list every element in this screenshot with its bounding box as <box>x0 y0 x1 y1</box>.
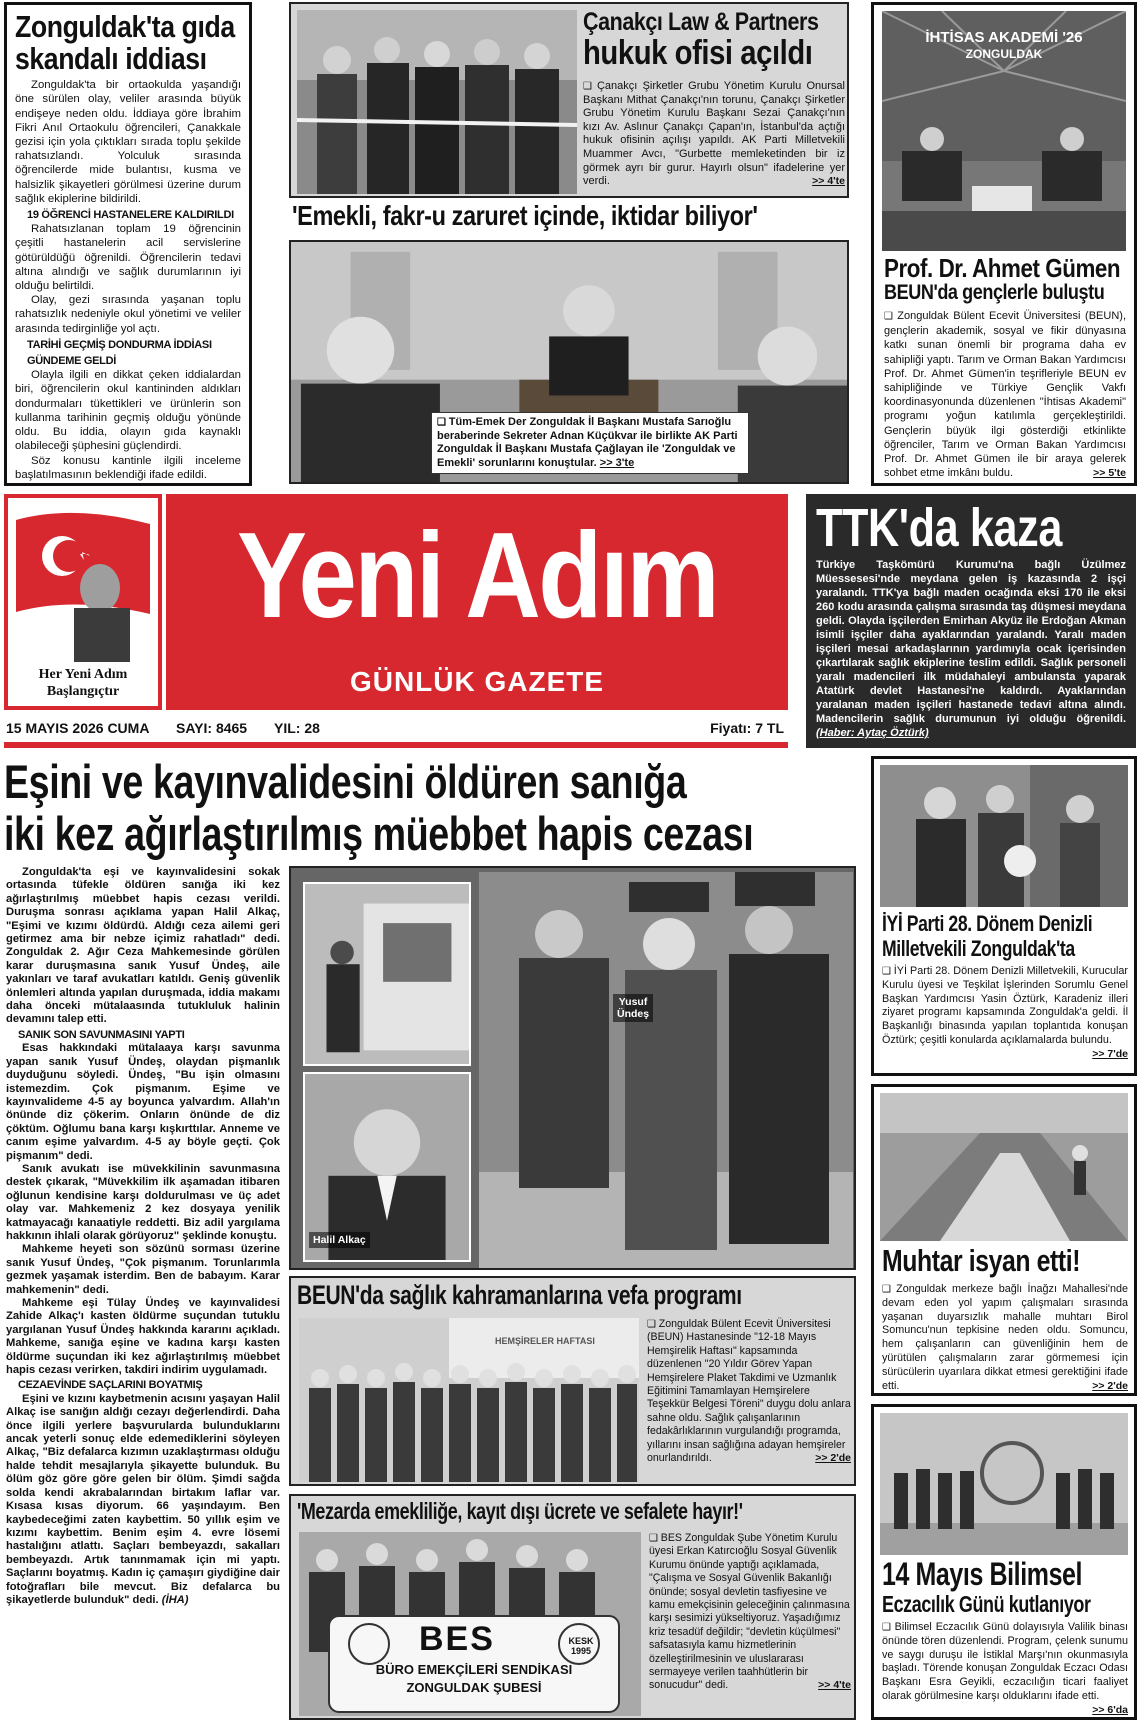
story-emekli-title: 'Emekli, fakr-u zaruret içinde, iktidar biliyor' <box>291 202 758 231</box>
kesk-logo-text: KESK 1995 <box>568 1636 594 1656</box>
story-beun <box>289 1276 856 1486</box>
story-beun-body: ❑ Zonguldak Bülent Ecevit Üniversitesi (BEUN) Hastanesinde "12-18 Mayıs Hemşirelik Haftası" kapsamında düzenlenen "20 Yıldır Görev Yapan Hemşirelere Plaket Takdimi ve Uzmanlık Eğitimini Tamamlayan Hemşirelere Teşekkür Belgesi Töreni" duygu dolu anlara sahne oldu. Sağlık çalışanlarının fedakârlıklarının vurgulandığı programda, yıllarını insan sağlığına adayan hemşireler onurlandırıldı. >> 2'de <box>647 1318 851 1465</box>
masthead-subtitle: GÜNLÜK GAZETE <box>349 666 605 697</box>
photo-halil-alkac <box>303 1072 471 1262</box>
masthead-infobar <box>4 716 788 748</box>
photo-ribbon-cutting <box>297 10 577 194</box>
issue-year: YIL: 28 <box>274 720 320 736</box>
masthead-name: Yeni Adım <box>236 507 718 643</box>
photo-suspect-escorted <box>479 872 853 1268</box>
photo-courthouse-van <box>303 882 471 1066</box>
photo-iyi-visit <box>880 765 1128 907</box>
masthead-motto: Her Yeni Adım Başlangıçtır <box>38 667 128 699</box>
photo-nurses-group <box>299 1318 639 1482</box>
story-ttk-title: TTK'da kaza <box>816 498 1062 558</box>
story-gumen <box>871 2 1137 486</box>
story-ttk-body: Türkiye Taşkömürü Kurumu'na bağlı Üzülmez Müessesesi'nde meydana gelen iş kazasında 2 işçi yaralandı. TTK'ya bağlı maden ocağında eksi 170 ile eksi 260 kodu arasında çalışma sırasında taş düşmesi meydana geldi. Olayda işçilerden Emirhan Akyüz ile Erdoğan Akman isimli işçiler daha ayaklarından yaralandı. Yaralı maden işçileri mesai arkadaşlarının yardımıyla ocak içerisinden çıkartılarak sağlık ekiplerine teslim edildi. Sağlık personeli yaralı madencileri ilk müdahaleyi ambulansta yaparak Atatürk devlet Hastanesi'ne kaldırdı. Ayaklarından yaralanan maden işçileri hastanede tedavi altına alındı. Madencilerin sağlık durumunun iyi olduğu öğrenildi. (Haber: Aytaç Öztürk) <box>816 559 1126 739</box>
bes-banner-big: BES <box>419 1620 495 1658</box>
photo-nurses-banner: HEMŞİRELER HAFTASI <box>495 1336 595 1346</box>
story-muhtar <box>871 1084 1137 1396</box>
story-muhtar-body: ❑ Zonguldak merkeze bağlı İnağzı Mahallesi'nde devam eden yol yapım çalışmaları sırasında yaşanan duyarsızlık mahalle muhtarı Birol Somuncu'nun tepkisine neden oldu. Somuncu, hem çalışanların can güvenliğinin hem de yürütülen çalışmaların zarar görmemesi için sürücülerin uyarılara dikkat etmesi gerektiğini ifade etti. >> 2'de <box>882 1283 1128 1393</box>
story-eczacilik-title: 14 Mayıs Bilimsel Eczacılık Günü kutlanıyor <box>882 1556 1091 1617</box>
story-main-title: Eşini ve kayınvalidesini öldüren sanığa iki kez ağırlaştırılmış müebbet hapis cezası <box>4 756 754 860</box>
story-emekli <box>289 202 849 484</box>
bes-banner-line1: BÜRO EMEKÇİLERİ SENDİKASI <box>375 1662 573 1677</box>
story-beun-title: BEUN'da sağlık kahramanlarına vefa programı <box>297 1280 742 1310</box>
tag-yusuf: Yusuf Ündeş <box>613 994 653 1022</box>
story-iyi <box>871 756 1137 1076</box>
story-beun-more-link[interactable]: >> 2'de <box>815 1452 851 1465</box>
story-emekli-caption: ❑ Tüm-Emek Der Zonguldak İl Başkanı Mustafa Sarıoğlu beraberinde Sekreter Adnan Küçükvar ile birlikte AK Parti Zonguldak İl Başkanı Mustafa Çağlayan ile 'Zonguldak ve Emekli' sorunlarını konuştular. >> 3'te <box>431 412 749 474</box>
story-iyi-title: İYİ Parti 28. Dönem Denizli Milletvekili Zonguldak'ta <box>882 911 1093 961</box>
masthead-nameplate <box>166 494 788 710</box>
story-gida-title: Zonguldak'ta gıda skandalı iddiası <box>15 9 235 76</box>
photo-bes-protest <box>299 1532 641 1716</box>
story-eczacilik-body: ❑ Bilimsel Eczacılık Günü dolayısıyla Valilik binası önünde tören düzenlendi. Program, çelenk sunumu ve saygı duruşu ile İstiklal Marşı'nın okunmasıyla başladı. Törende konuşan Zonguldak Eczacı Odası Başkanı Esra Geyikli, eczacılığın ticari faaliyet olarak görülmesine karşı olduklarını ifade etti. >> 6'da <box>882 1621 1128 1718</box>
story-muhtar-more-link[interactable]: >> 2'de <box>1092 1379 1128 1392</box>
story-bes <box>289 1494 856 1720</box>
story-iyi-body: ❑ İYİ Parti 28. Dönem Denizli Milletvekili, Kurucular Kurulu üyesi ve Teşkilat İşlerinden Sorumlu Genel Başkan Yardımcısı Yasin Öztürk, Karadeniz illeri ziyaret programı kapsamında Zonguldak'a geldi. İl Başkanlığı binasında yapılan toplantıda konuşan Öztürk; çeşitli konularda açıklamalarda bulundu. >> 7'de <box>882 965 1128 1062</box>
tag-halil: Halil Alkaç <box>309 1232 370 1248</box>
story-gida-body: Zonguldak'ta bir ortaokulda yaşandığı öne sürülen olay, veliler arasında büyük endişeye neden oldu. İddiaya göre İbrahim Fikri Anıl Ortaokulu öğrencileri, Çanakkale gezisi için yola çıktıkları sırada toplu şekilde rahatsızlandı. Yolculuk sırasında öğrencilerde mide bulantısı, kusma ve halsizlik şikayetleri görülmesi üzerine durum sağlık ekiplerine bildirildi. 19 ÖĞRENCİ HASTANELERE KALDIRILDI Rahatsızlanan toplam 19 öğrencinin çeşitli hastanelerin acil servislerine götürüldüğü öğrenildi. Öğrencilerin tedavi altına alındığı ve sağlık durumlarının iyi olduğu belirtildi. Olay, gezi sırasında yaşanan toplu rahatsızlık nedeniyle okul yönetimi ve veliler arasında tedirginliğe yol açtı. TARİHİ GEÇMİŞ DONDURMA İDDİASI GÜNDEME GELDİ Olayla ilgili en dikkat çeken iddialardan biri, öğrencilerin okul kantininden aldıkları dondurmaları tükettikleri ve ürünlerin son kullanma tarihinin geçmiş olduğu yönünde oldu. Bu iddia, olayın gıda kaynaklı olabileceği şüphesini güçlendirdi. Söz konusu kantinle ilgili inceleme başlatılmasının beklendiği ifade edildi. <box>15 79 241 481</box>
flag-ataturk-icon <box>14 504 154 662</box>
story-canakci-body: ❑ Çanakçı Şirketler Grubu Yönetim Kurulu Onursal Başkanı Mithat Çanakçı'nın torunu, Çanakçı Şirketler Grubu Yönetim Kurulu Başkanı Sezai Çanakçı'nın kızı Av. Aslınur Çanakçı Çapan'ın, İstanbul'da açtığı hukuk ofisinin açılışı yapıldı. AK Parti Milletvekili Muammer Avcı, "Gurbette memleketinden bir iz görmek ayrı bir gurur. Hayırlı olsun" ifadelerine yer verdi. >> 4'te <box>583 80 845 189</box>
story-gumen-body: ❑ Zonguldak Bülent Ecevit Üniversitesi (BEUN), gençlerin akademik, sosyal ve fikir dünyasına katkı sunan önemli bir programa daha ev sahipliği yaptı. Tarım ve Orman Bakan Yardımcısı Prof. Dr. Ahmet Gümen'in teşrifleriyle BEUN ev sahipliğinde ve Türkiye Gençlik Vakfı koordinasyonunda düzenlenen "İhtisas Akademi" programı yoğun katılımla gerçekleştirildi. Gençlerin büyük ilgi gösterdiği etkinlikte öğrenciler, Tarım ve Orman Bakan Yardımcısı Prof. Dr. Ahmet Gümen ile bir araya gelerek sohbet etme imkânı buldu. >> 5'te <box>884 309 1126 480</box>
story-main-body: Zonguldak'ta eşi ve kayınvalidesini sokak ortasında tüfekle öldüren sanığa iki kez ağırlaştırılmış müebbet hapis cezası verildi. Duruşma sonrası açıklama yapan Halil Alkaç, "Eşimi ve kızımı öldürdü. Aldığı ceza ailemi geri getirmez ama bir nebze içimiz rahatladı" dedi. Zonguldak 2. Ağır Ceza Mahkemesinde görülen karar duruşmasına sanık Yusuf Ündeş, aile yakınları ve taraf avukatları katıldı. Geniş güvenlik önlemleri altında yapılan duruşmada, iddia makamı daha önceki mütalaasında tutukluluk halinin devamını talep etti. SANIK SON SAVUNMASINI YAPTI Esas hakkındaki mütalaaya karşı savunma yapan sanık Yusuf Ündeş, olaydan pişmanlık duyduğunu söyledi. Ündeş, "Bu işin olmasını istemezdim. Çok pişmanım. Eşime ve kayınvalideme 4-5 ay boyunca yalvardım. Allah'ın önünde diz çökerim. Onların önünde de diz çöktüm. Oğlumu bana karşı kışkırttılar. Anneme ve canım eşime yalvardım. 4-5 ay böyle geçti. Çok pişmanım" dedi. Sanık avukatı ise müvekkilinin savunmasına destek çıkarak, "Müvekkilim ilk aşamadan itibaren oğlunun kendisine karşı doldurulması ve üç adet olay var. Mahkemeniz 2 kez dosyaya yenilik katmayacağı kanaatiyle reddetti. Biz adil yargılama hakkının ihlali olarak görüyoruz" şeklinde konuştu. Mahkeme heyeti son sözünü sorması üzerine sanık Yusuf Ündeş, "Çok pişmanım. Torunlarımla gezmek yaşamak isterdim. Ben de babayım. Karar mahkemenin" dedi. Mahkeme eşi Tülay Ündeş ve kayınvalidesi Zahide Alkaç'ı kasten öldürme suçundan tutuklu yargılanan Yusuf Ündeş hakkında kararını açıkladı. Mahkeme, sanığa eşine ve kadına karşı kasten öldürme suçundan iki kez ağırlaştırılmış müebbet hapis cezası verirken, takdiri indirim uygulamadı. CEZAEVİNDE SAÇLARINI BOYATMIŞ Eşini ve kızını kaybetmenin acısını yaşayan Halil Alkaç ise sanığın aldığı cezayı değerlendirdi. Daha önce ilgili yerlere başvurularda bulunduklarını ancak yeterli sonuç elde edemediklerini söyleyen Alkaç, "Biz defalarca kızımın uzaklaştırması olduğu halde tehdit mesajlarıyla şikayette bulunduk. Bu ölüm göz göre göre gelen bir ölüm. Şimdi sağda solda kendi akrabalarından birtakım laflar var. Kısasa kısas diyorum. 66 yaşındayım. Ben kaybedeceğimi zaten kaybettim. 50 yıllık eşim ve kızımı kaybettim. Benim eşim 4. evre lösemi hastalığını atlattı. Saçları bembeyazdı, sakalları bembeyazdı. Artık tanınmamak için mi yaptı. Saçlarını boyatmış. Kadın iç çamaşırı giydiğine dair fotoğrafları bile mevcut. Biz defalarca bu şikayetlerde bulunduk" dedi. (İHA) <box>6 866 280 1606</box>
story-iyi-more-link[interactable]: >> 7'de <box>1092 1047 1128 1060</box>
story-gumen-more-link[interactable]: >> 5'te <box>1093 467 1126 480</box>
issue-date: 15 MAYIS 2026 CUMA <box>6 720 150 736</box>
story-muhtar-title: Muhtar isyan etti! <box>882 1243 1081 1278</box>
story-eczacilik-more-link[interactable]: >> 6'da <box>1092 1703 1128 1716</box>
photo-eczacilik-ceremony <box>880 1413 1128 1555</box>
story-canakci-title: Çanakçı Law & Partners hukuk ofisi açıldı <box>583 8 819 72</box>
story-gumen-title: Prof. Dr. Ahmet Gümen BEUN'da gençlerle buluştu <box>884 253 1121 304</box>
issue-price: Fiyatı: 7 TL <box>710 720 784 736</box>
photo-ihtisas-text: İHTİSAS AKADEMİ '26 ZONGULDAK <box>925 29 1083 61</box>
story-bes-title: 'Mezarda emekliliğe, kayıt dışı ücrete ve sefalete hayır!' <box>297 1498 743 1524</box>
photo-road-work <box>880 1093 1128 1241</box>
story-eczacilik <box>871 1404 1137 1720</box>
story-main-photos <box>289 866 856 1270</box>
story-canakci <box>289 2 849 198</box>
story-gida <box>4 2 252 486</box>
story-emekli-more-link[interactable]: >> 3'te <box>599 456 635 469</box>
photo-ihtisas-akademi <box>882 11 1126 251</box>
story-canakci-more-link[interactable]: >> 4'te <box>812 175 845 188</box>
story-bes-body: ❑ BES Zonguldak Şube Yönetim Kurulu üyesi Erkan Katırcıoğlu Sosyal Güvenlik Kurumu önünde yaptığı açıklamada, "Çalışma ve Sosyal Güvenlik Bakanlığı önünde; sosyal devletin tasfiyesine ve kamu emekçisinin geleceğinin çalınmasına karşı sesimizi yükseltiyoruz. Yaşadığımız kriz tesadüf değildir; "devletin küçülmesi" safsatasıyla kamu hizmetlerinin özelleştirilmesinin ve uluslararası sermayeye verilen taahhütlerin bir sonucudur" dedi. >> 4'te <box>649 1532 851 1693</box>
bes-banner-line2: ZONGULDAK ŞUBESİ <box>406 1680 542 1695</box>
masthead-flag-panel <box>4 494 162 710</box>
story-bes-more-link[interactable]: >> 4'te <box>818 1679 851 1692</box>
story-ttk <box>806 494 1136 748</box>
issue-number: SAYI: 8465 <box>176 720 248 736</box>
